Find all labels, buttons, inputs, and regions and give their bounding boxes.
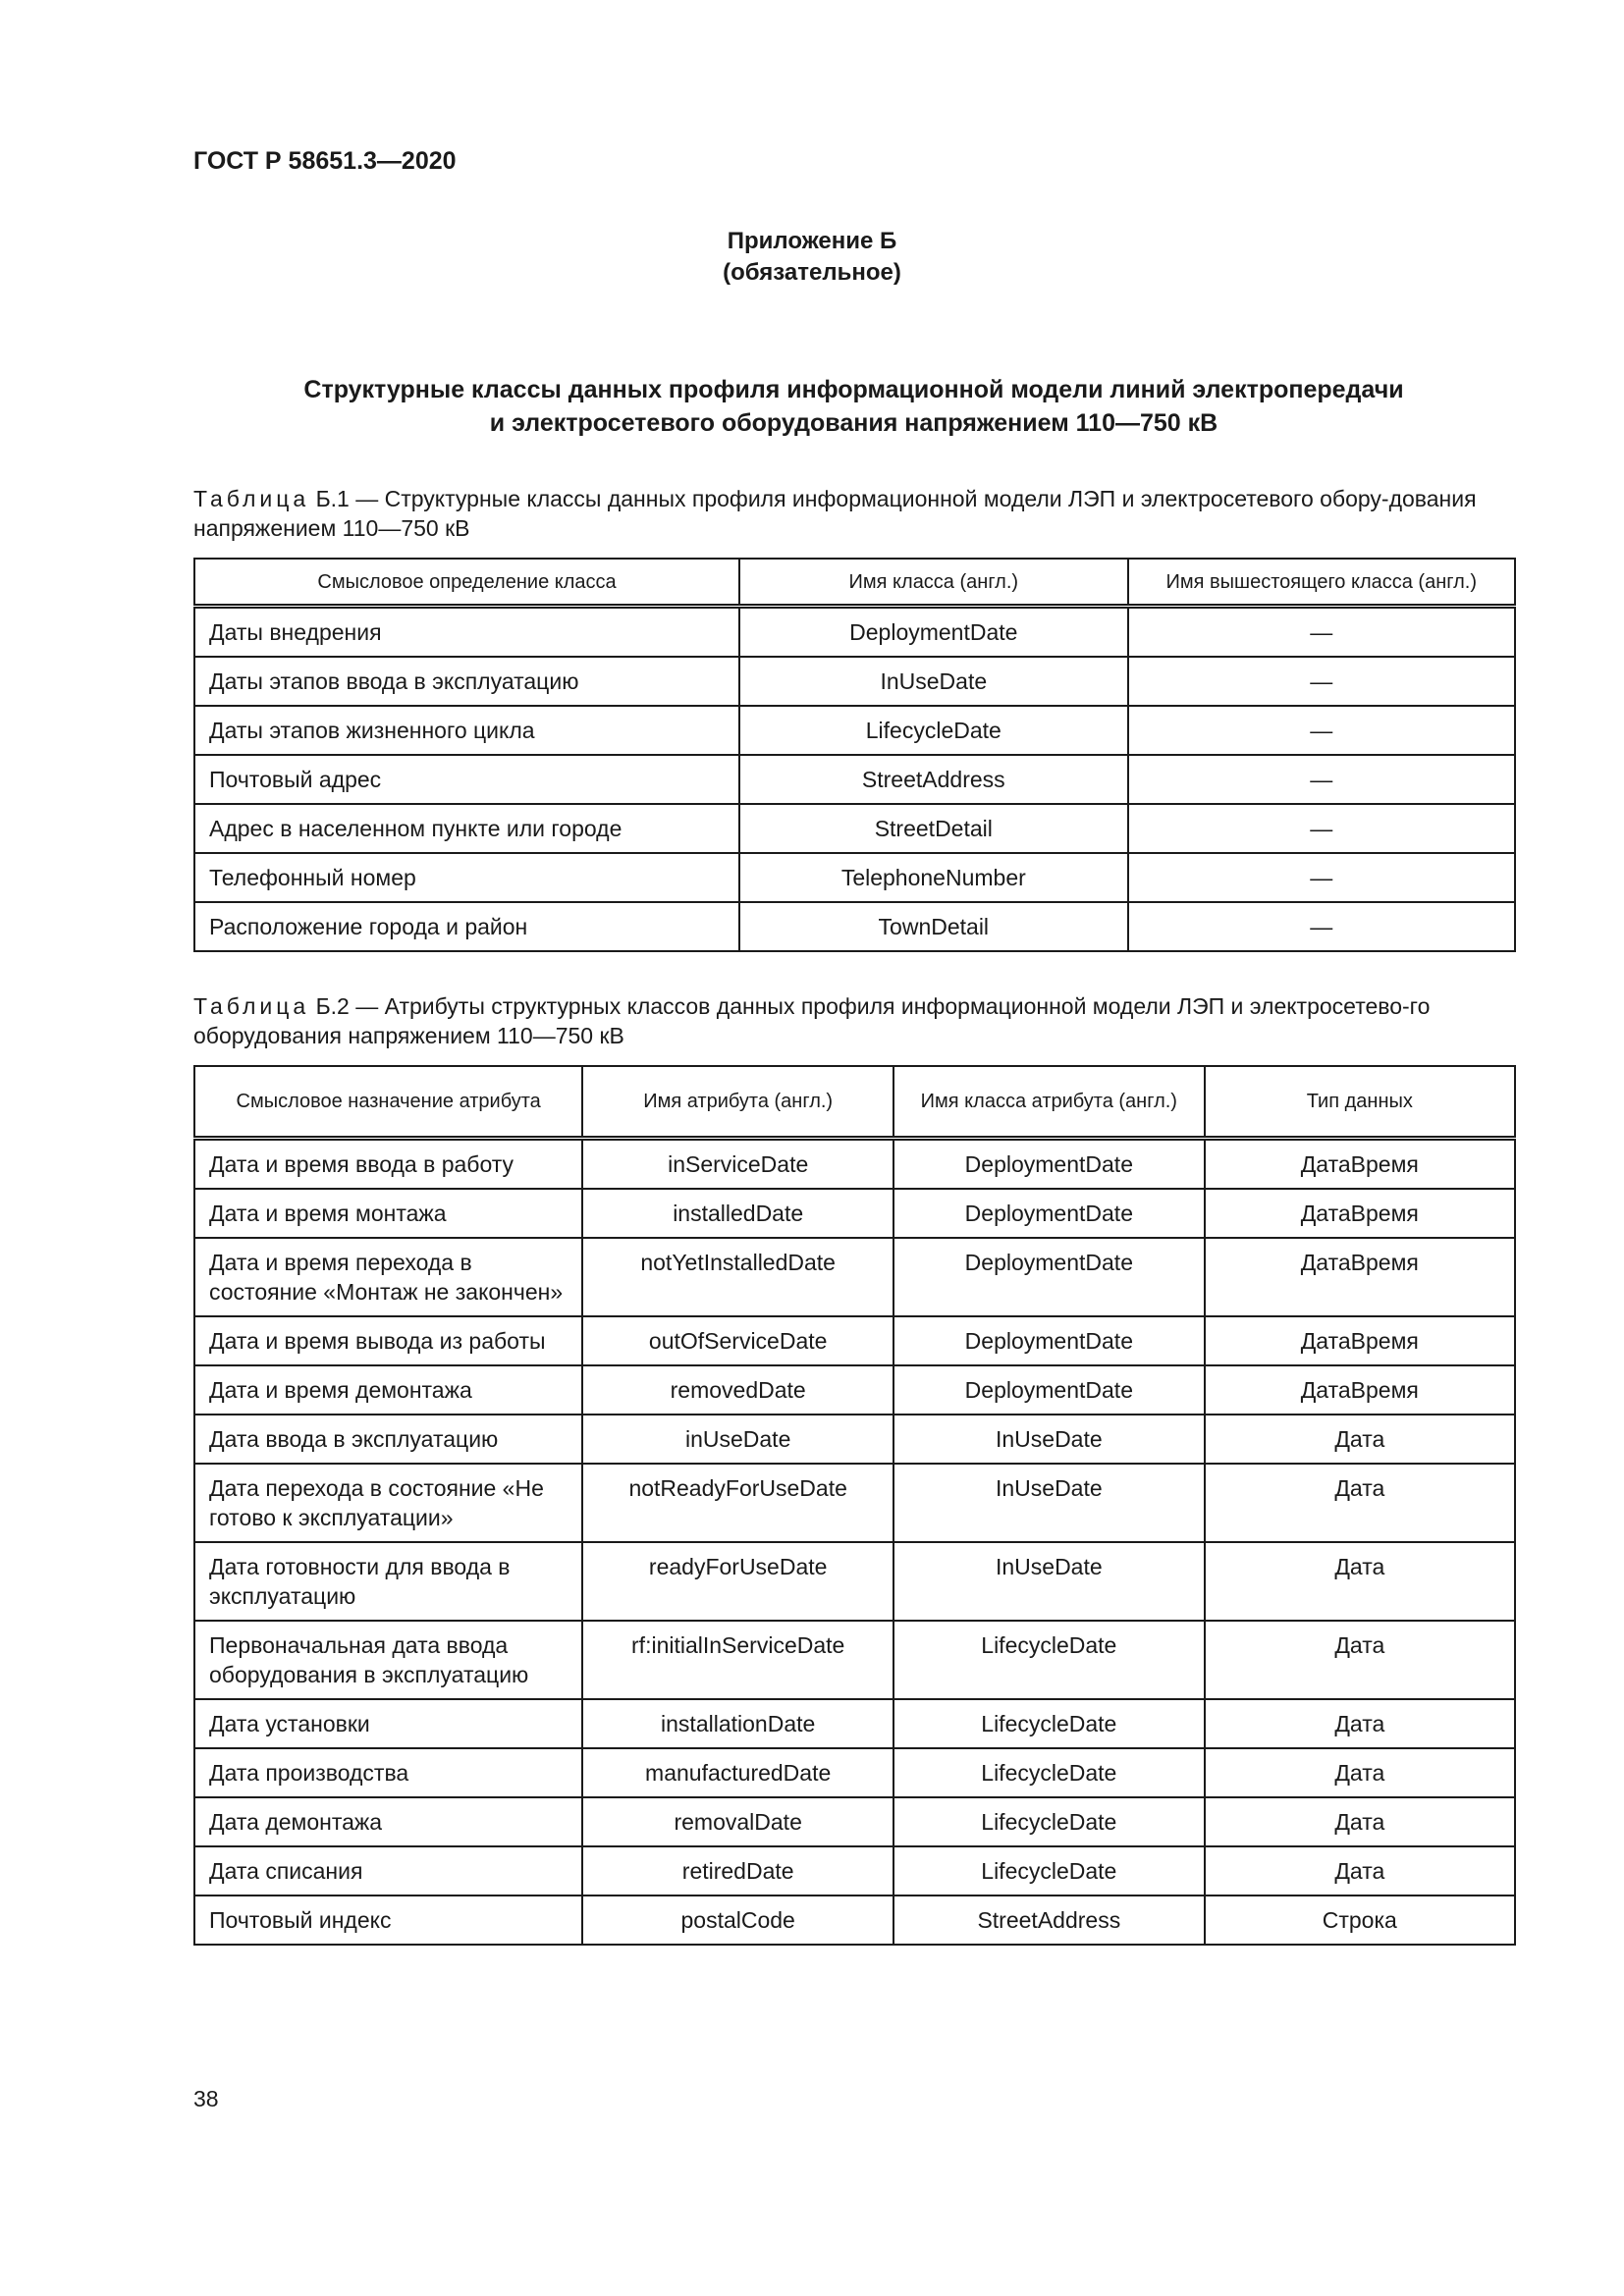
- table-row: [194, 657, 1515, 706]
- table1-col-header: Имя вышестоящего класса (англ.): [1128, 559, 1515, 607]
- table-row: [194, 1415, 1515, 1464]
- row-value-cell: Строка: [1205, 1896, 1515, 1945]
- row-description-cell: Дата демонтажа: [194, 1797, 582, 1846]
- row-value-cell: DeploymentDate: [893, 1316, 1205, 1365]
- row-value-cell: LifecycleDate: [893, 1846, 1205, 1896]
- annex-status: (обязательное): [723, 259, 901, 286]
- table-row: [194, 804, 1515, 853]
- row-description-cell: Дата и время демонтажа: [194, 1365, 582, 1415]
- table-row: [194, 853, 1515, 902]
- row-value-cell: ДатаВремя: [1205, 1365, 1515, 1415]
- row-value-cell: Дата: [1205, 1699, 1515, 1748]
- row-value-cell: StreetAddress: [893, 1896, 1205, 1945]
- row-value-cell: LifecycleDate: [893, 1621, 1205, 1699]
- table-row: [194, 607, 1515, 658]
- table-row: [194, 1846, 1515, 1896]
- table1-caption-label: Таблица: [193, 486, 310, 511]
- row-value-cell: InUseDate: [739, 657, 1128, 706]
- row-description-cell: Почтовый индекс: [194, 1896, 582, 1945]
- row-value-cell: DeploymentDate: [893, 1238, 1205, 1316]
- row-value-cell: Дата: [1205, 1621, 1515, 1699]
- row-value-cell: ДатаВремя: [1205, 1238, 1515, 1316]
- table1-col-header: Имя класса (англ.): [739, 559, 1128, 607]
- row-description-cell: Дата установки: [194, 1699, 582, 1748]
- table-row: [194, 1699, 1515, 1748]
- row-value-cell: —: [1128, 657, 1515, 706]
- row-value-cell: StreetDetail: [739, 804, 1128, 853]
- section-title: [193, 373, 1514, 440]
- row-description-cell: Даты этапов жизненного цикла: [194, 706, 739, 755]
- table-row: [194, 1464, 1515, 1542]
- table1-caption-text: Б.1 — Структурные классы данных профиля информационной модели ЛЭП и электросетевого обору-дования напряжением 110—750 кВ: [193, 486, 1477, 541]
- annex-heading: [0, 226, 1624, 289]
- table1-header-row: [194, 559, 1515, 607]
- table1-col-header: Смысловое определение класса: [194, 559, 739, 607]
- row-value-cell: LifecycleDate: [739, 706, 1128, 755]
- row-value-cell: DeploymentDate: [739, 607, 1128, 658]
- row-description-cell: Дата перехода в состояние «Не готово к эксплуатации»: [194, 1464, 582, 1542]
- table1-caption: [193, 484, 1514, 543]
- section-title-line1: Структурные классы данных профиля информационной модели линий электропередачи: [303, 376, 1404, 403]
- row-value-cell: TelephoneNumber: [739, 853, 1128, 902]
- row-value-cell: LifecycleDate: [893, 1797, 1205, 1846]
- table1: [193, 558, 1516, 952]
- row-value-cell: ДатаВремя: [1205, 1316, 1515, 1365]
- row-value-cell: notReadyForUseDate: [582, 1464, 893, 1542]
- row-value-cell: —: [1128, 607, 1515, 658]
- table2-col-header: Смысловое назначение атрибута: [194, 1066, 582, 1139]
- row-description-cell: Даты этапов ввода в эксплуатацию: [194, 657, 739, 706]
- row-value-cell: LifecycleDate: [893, 1699, 1205, 1748]
- row-value-cell: Дата: [1205, 1542, 1515, 1621]
- row-value-cell: Дата: [1205, 1797, 1515, 1846]
- annex-label: Приложение Б: [727, 228, 897, 254]
- table-row: [194, 1542, 1515, 1621]
- row-value-cell: Дата: [1205, 1415, 1515, 1464]
- row-value-cell: outOfServiceDate: [582, 1316, 893, 1365]
- table-row: [194, 706, 1515, 755]
- row-description-cell: Дата готовности для ввода в эксплуатацию: [194, 1542, 582, 1621]
- table2-col-header: Имя класса атрибута (англ.): [893, 1066, 1205, 1139]
- table-row: [194, 1365, 1515, 1415]
- row-value-cell: inUseDate: [582, 1415, 893, 1464]
- row-value-cell: retiredDate: [582, 1846, 893, 1896]
- table-row: [194, 1621, 1515, 1699]
- row-value-cell: —: [1128, 902, 1515, 951]
- table-row: [194, 902, 1515, 951]
- table-row: [194, 1797, 1515, 1846]
- row-value-cell: DeploymentDate: [893, 1139, 1205, 1190]
- row-value-cell: DeploymentDate: [893, 1189, 1205, 1238]
- table2-caption-text: Б.2 — Атрибуты структурных классов данных профиля информационной модели ЛЭП и электросетево-го оборудования напряжением 110—750 кВ: [193, 993, 1431, 1048]
- table-row: [194, 1316, 1515, 1365]
- row-value-cell: DeploymentDate: [893, 1365, 1205, 1415]
- row-value-cell: removalDate: [582, 1797, 893, 1846]
- row-value-cell: —: [1128, 804, 1515, 853]
- row-value-cell: LifecycleDate: [893, 1748, 1205, 1797]
- row-value-cell: InUseDate: [893, 1542, 1205, 1621]
- row-value-cell: inServiceDate: [582, 1139, 893, 1190]
- row-description-cell: Телефонный номер: [194, 853, 739, 902]
- row-value-cell: notYetInstalledDate: [582, 1238, 893, 1316]
- row-value-cell: manufacturedDate: [582, 1748, 893, 1797]
- row-description-cell: Дата ввода в эксплуатацию: [194, 1415, 582, 1464]
- row-value-cell: ДатаВремя: [1205, 1189, 1515, 1238]
- row-value-cell: installationDate: [582, 1699, 893, 1748]
- table-row: [194, 1189, 1515, 1238]
- table-row: [194, 755, 1515, 804]
- row-value-cell: InUseDate: [893, 1464, 1205, 1542]
- standard-designation: ГОСТ Р 58651.3—2020: [193, 147, 457, 175]
- table-row: [194, 1896, 1515, 1945]
- row-value-cell: readyForUseDate: [582, 1542, 893, 1621]
- row-value-cell: StreetAddress: [739, 755, 1128, 804]
- row-description-cell: Почтовый адрес: [194, 755, 739, 804]
- row-value-cell: Дата: [1205, 1464, 1515, 1542]
- table-row: [194, 1748, 1515, 1797]
- page-number: 38: [193, 2086, 219, 2111]
- row-value-cell: InUseDate: [893, 1415, 1205, 1464]
- row-value-cell: removedDate: [582, 1365, 893, 1415]
- row-value-cell: postalCode: [582, 1896, 893, 1945]
- table2-header-row: [194, 1066, 1515, 1139]
- row-description-cell: Дата и время перехода в состояние «Монтаж не закончен»: [194, 1238, 582, 1316]
- row-value-cell: Дата: [1205, 1846, 1515, 1896]
- row-description-cell: Первоначальная дата ввода оборудования в эксплуатацию: [194, 1621, 582, 1699]
- row-description-cell: Дата и время вывода из работы: [194, 1316, 582, 1365]
- table2-col-header: Тип данных: [1205, 1066, 1515, 1139]
- table2: [193, 1065, 1516, 1946]
- table2-caption-label: Таблица: [193, 993, 310, 1019]
- row-value-cell: Дата: [1205, 1748, 1515, 1797]
- row-description-cell: Расположение города и район: [194, 902, 739, 951]
- row-description-cell: Адрес в населенном пункте или городе: [194, 804, 739, 853]
- section-title-line2: и электросетевого оборудования напряжением 110—750 кВ: [489, 409, 1218, 437]
- row-value-cell: installedDate: [582, 1189, 893, 1238]
- row-value-cell: TownDetail: [739, 902, 1128, 951]
- table2-col-header: Имя атрибута (англ.): [582, 1066, 893, 1139]
- row-description-cell: Дата и время ввода в работу: [194, 1139, 582, 1190]
- table-row: [194, 1238, 1515, 1316]
- row-value-cell: —: [1128, 853, 1515, 902]
- table-row: [194, 1139, 1515, 1190]
- row-value-cell: —: [1128, 706, 1515, 755]
- row-value-cell: ДатаВремя: [1205, 1139, 1515, 1190]
- row-description-cell: Дата и время монтажа: [194, 1189, 582, 1238]
- table2-caption: [193, 991, 1514, 1050]
- row-description-cell: Даты внедрения: [194, 607, 739, 658]
- row-description-cell: Дата списания: [194, 1846, 582, 1896]
- row-description-cell: Дата производства: [194, 1748, 582, 1797]
- row-value-cell: —: [1128, 755, 1515, 804]
- row-value-cell: rf:initialInServiceDate: [582, 1621, 893, 1699]
